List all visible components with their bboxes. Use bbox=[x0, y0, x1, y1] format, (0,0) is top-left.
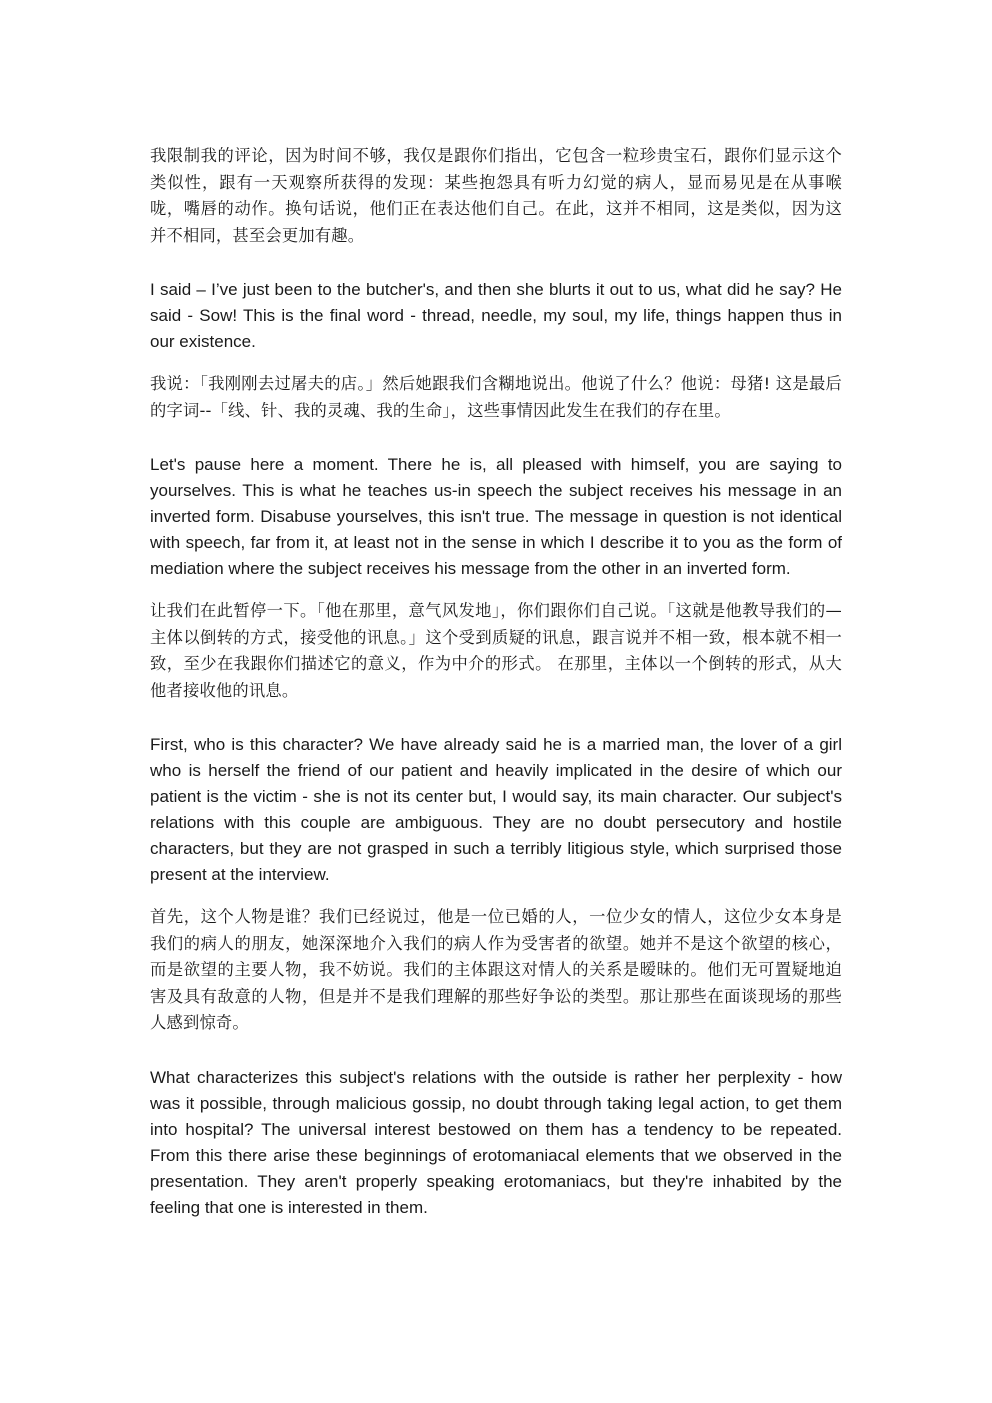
paragraph-chinese-3: 让我们在此暂停一下。「他在那里，意气风发地」，你们跟你们自己说。「这就是他教导我们的—主体以倒转的方式，接受他的讯息。」这个受到质疑的讯息，跟言说并不相一致，根本就不相一致，至少在我跟你们描述它的意义，作为中介的形式。 在那里，主体以一个倒转的形式，从大他者接收他的讯息。 bbox=[150, 601, 842, 700]
paragraph-chinese-2: 我说：「我刚刚去过屠夫的店。」然后她跟我们含糊地说出。他说了什么？他说：母猪! 这是最后的字词--「线、针、我的灵魂、我的生命」，这些事情因此发生在我们的存在里。 bbox=[150, 374, 842, 420]
paragraph-english-4: What characterizes this subject's relations with the outside is rather her perplexity - how was it possible, through malicious gossip, no doubt through taking legal action, to get them into hospital? The universal interest bestowed on them has a tendency to be repeated. From this there arise these beginnings of erotomaniacal elements that we observed in the presentation. They aren't properly speaking erotomaniacs, but they're inhabited by the feeling that one is interested in them. bbox=[150, 1067, 842, 1217]
paragraph-english-1: I said – I’ve just been to the butcher's, and then she blurts it out to us, what did he say? He said - Sow! This is the final word - thread, needle, my soul, my life, things happen thus in our existence. bbox=[150, 280, 842, 351]
document-page bbox=[150, 143, 842, 1221]
paragraph-english-3: First, who is this character? We have already said he is a married man, the lover of a girl who is herself the friend of our patient and heavily implicated in the desire of which our patient is the victim - she is not its center but, I would say, its main character. Our subject's relations with this couple are ambiguous. They are no doubt persecutory and hostile characters, but they are not grasped in such a terribly litigious style, which surprised those present at the interview. bbox=[150, 735, 842, 884]
paragraph-chinese-1: 我限制我的评论，因为时间不够，我仅是跟你们指出，它包含一粒珍贵宝石，跟你们显示这个类似性，跟有一天观察所获得的发现：某些抱怨具有听力幻觉的病人，显而易见是在从事喉咙，嘴唇的动作。换句话说，他们正在表达他们自己。在此，这并不相同，这是类似，因为这并不相同，甚至会更加有趣。 bbox=[150, 146, 842, 245]
paragraph-english-2: Let's pause here a moment. There he is, all pleased with himself, you are saying to yourselves. This is what he teaches us-in speech the subject receives his message in an inverted form. Disabuse yourselves, this isn't true. The message in question is not identical with speech, far from it, at least not in the sense in which I describe it to you as the form of mediation where the subject receives his message from the other in an inverted form. bbox=[150, 455, 842, 578]
paragraph-chinese-4: 首先，这个人物是谁？我们已经说过，他是一位已婚的人，一位少女的情人，这位少女本身是我们的病人的朋友，她深深地介入我们的病人作为受害者的欲望。她并不是这个欲望的核心，而是欲望的主要人物，我不妨说。我们的主体跟这对情人的关系是暧昧的。他们无可置疑地迫害及具有敌意的人物，但是并不是我们理解的那些好争讼的类型。那让那些在面谈现场的那些人感到惊奇。 bbox=[150, 907, 842, 1032]
